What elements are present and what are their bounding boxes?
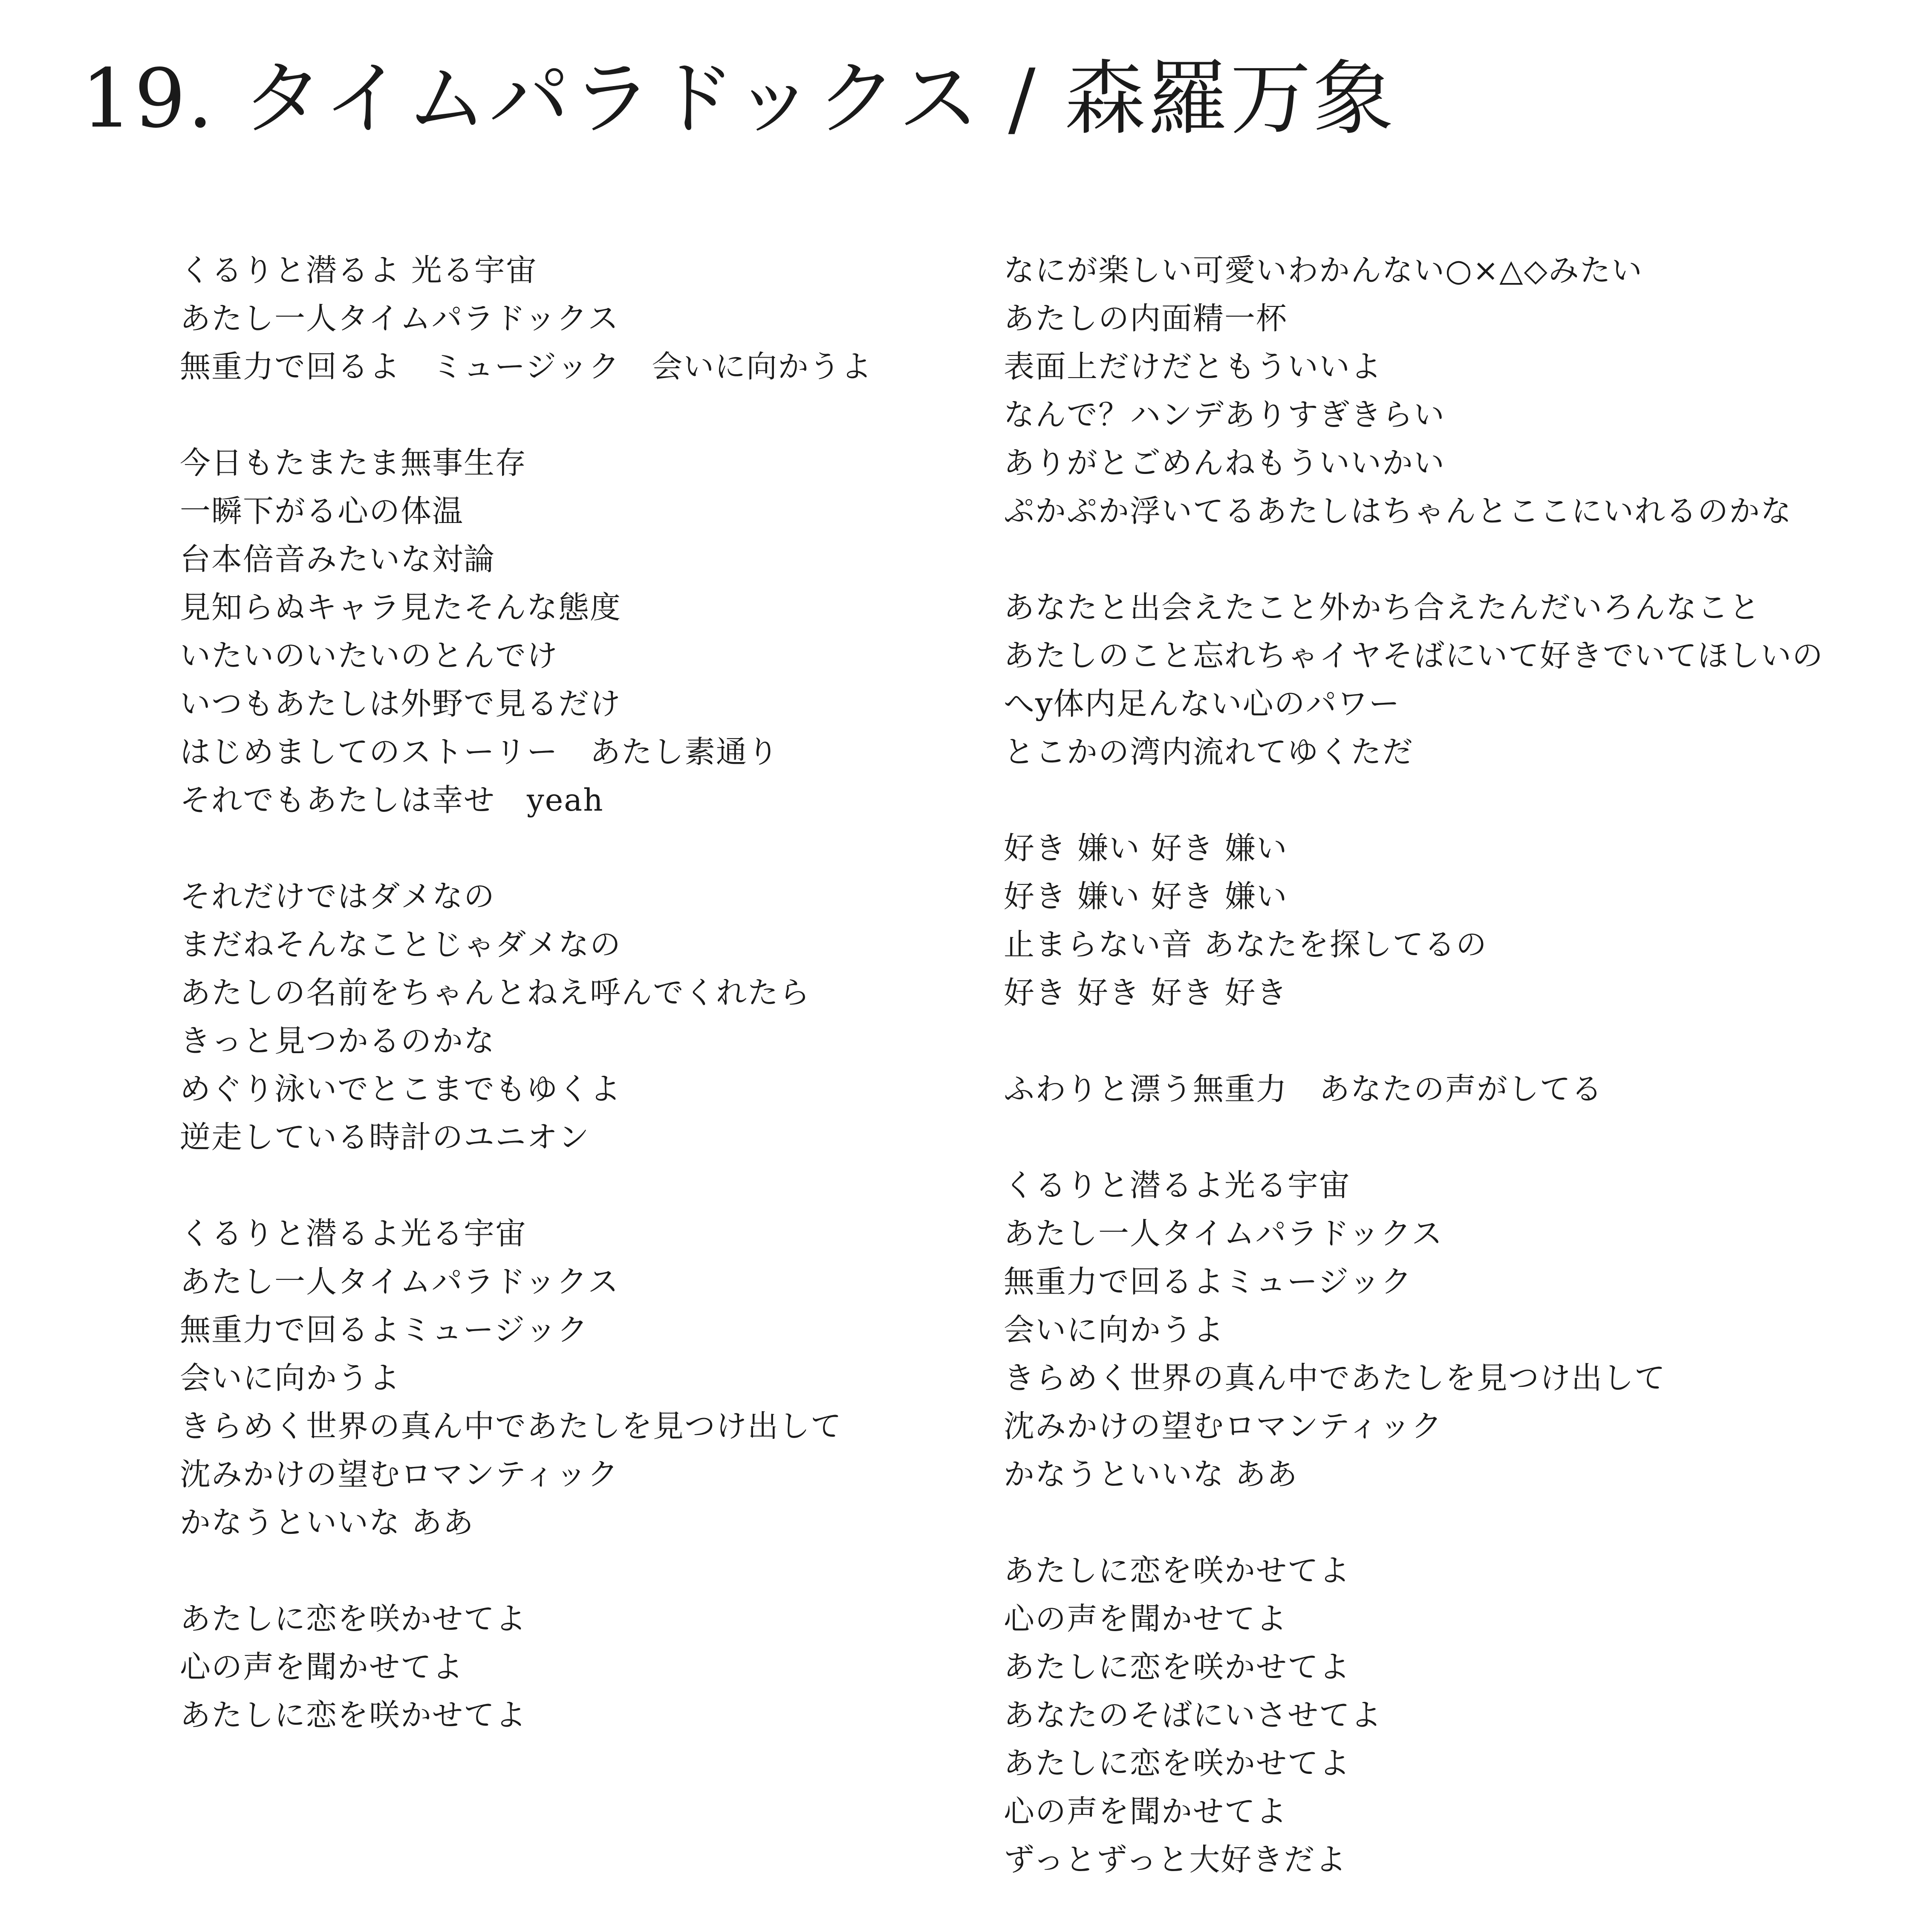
lyric-stanza xyxy=(180,872,872,1161)
lyric-line: かなうといいな ああ xyxy=(1004,1456,1298,1492)
lyric-line: 会いに向かうよ xyxy=(180,1360,401,1396)
lyric-line: あたし一人タイムパラドックス xyxy=(180,300,619,336)
lyric-line: なにが楽しい可愛いわかんない○×△◇みたい xyxy=(1004,252,1643,288)
lyric-line: まだねそんなことじゃダメなの xyxy=(180,927,622,962)
lyric-line: あたしの名前をちゃんとねえ呼んでくれたら xyxy=(180,975,811,1011)
lyric-line: 表面上だけだともういいよ xyxy=(1004,349,1383,384)
lyric-line: きっと見つかるのかな xyxy=(180,1023,496,1059)
lyric-line: 沈みかけの望むロマンティック xyxy=(1004,1408,1443,1444)
lyric-stanza xyxy=(1004,246,1824,535)
lyric-line: かなうといいな ああ xyxy=(180,1505,474,1540)
lyric-line: 好き 嫌い 好き 嫌い xyxy=(1004,878,1288,914)
lyric-line: 台本倍音みたいな対論 xyxy=(180,541,496,577)
lyric-line: それだけではダメなの xyxy=(180,878,496,914)
lyric-line: ぷかぷか浮いてるあたしはちゃんとここにいれるのかな xyxy=(1004,493,1793,529)
lyric-line: いつもあたしは外野で見るだけ xyxy=(180,686,622,722)
lyric-line: 無重力で回るよミュージック xyxy=(180,1312,589,1348)
lyric-line: あたしのこと忘れちゃイヤそばにいて好きでいてほしいの xyxy=(1004,638,1824,673)
lyric-line: それでもあたしは幸せ yeah xyxy=(180,782,604,818)
lyric-line: あなたのそばにいさせてよ xyxy=(1004,1697,1383,1733)
lyric-line: 無重力で回るよ ミュージック 会いに向かうよ xyxy=(180,349,873,384)
lyrics-column-left xyxy=(180,246,872,1788)
lyrics-column-right xyxy=(1004,246,1824,1932)
lyric-line: あたしに恋を咲かせてよ xyxy=(1004,1553,1351,1588)
lyric-line: あたし一人タイムパラドックス xyxy=(180,1264,619,1300)
lyric-line: 無重力で回るよミュージック xyxy=(1004,1264,1413,1300)
lyric-line: あたしに恋を咲かせてよ xyxy=(1004,1745,1351,1781)
lyric-line: くるりと潜るよ光る宇宙 xyxy=(180,1216,527,1251)
lyric-line: 今日もたまたま無事生存 xyxy=(180,445,527,481)
lyric-line: めぐり泳いでとこまでもゆくよ xyxy=(180,1071,622,1107)
lyric-line: あたしに恋を咲かせてよ xyxy=(1004,1649,1351,1685)
lyric-stanza xyxy=(180,1595,872,1739)
lyric-line: あたしに恋を咲かせてよ xyxy=(180,1601,527,1637)
lyric-line: 心の声を聞かせてよ xyxy=(1004,1793,1288,1829)
lyric-line: くるりと潜るよ光る宇宙 xyxy=(1004,1167,1351,1203)
lyric-line: ずっとずっと大好きだよ xyxy=(1004,1842,1347,1877)
lyric-line: 心の声を聞かせてよ xyxy=(180,1649,464,1685)
lyric-stanza xyxy=(1004,1065,1824,1113)
lyric-line: きらめく世界の真ん中であたしを見つけ出して xyxy=(180,1408,843,1444)
lyric-line: ありがとごめんねもういいかい xyxy=(1004,445,1446,481)
lyric-line: 一瞬下がる心の体温 xyxy=(180,493,464,529)
lyric-line: 見知らぬキャラ見たそんな態度 xyxy=(180,589,622,625)
lyric-line: 止まらない音 あなたを探してるの xyxy=(1004,927,1487,962)
lyric-line: くるりと潜るよ 光る宇宙 xyxy=(180,252,537,288)
lyric-line: 会いに向かうよ xyxy=(1004,1312,1225,1348)
lyric-line: いたいのいたいのとんでけ xyxy=(180,638,559,673)
lyric-line: 好き 好き 好き 好き xyxy=(1004,975,1288,1011)
lyric-line: はじめましてのストーリー あたし素通り xyxy=(180,734,779,770)
lyric-line: へy体内足んない心のパワー xyxy=(1004,686,1400,722)
lyric-line: 逆走している時計のユニオン xyxy=(180,1119,590,1155)
lyric-line: なんで？ハンデありすぎきらい xyxy=(1004,397,1446,433)
lyric-line: きらめく世界の真ん中であたしを見つけ出して xyxy=(1004,1360,1666,1396)
page-title: 19. タイムパラドックス / 森羅万象 xyxy=(81,52,1396,146)
lyric-line: とこかの湾内流れてゆくただ xyxy=(1004,734,1414,770)
lyric-stanza xyxy=(1004,1161,1824,1499)
lyric-line: あたしの内面精一杯 xyxy=(1004,300,1288,336)
lyric-line: 心の声を聞かせてよ xyxy=(1004,1601,1288,1637)
lyric-line: ふわりと漂う無重力 あなたの声がしてる xyxy=(1004,1071,1603,1107)
lyric-stanza xyxy=(1004,583,1824,776)
lyric-line: 沈みかけの望むロマンティック xyxy=(180,1456,619,1492)
lyric-stanza xyxy=(180,1210,872,1547)
lyric-stanza xyxy=(180,439,872,824)
lyric-line: あなたと出会えたこと外かち合えたんだいろんなこと xyxy=(1004,589,1761,625)
lyric-stanza xyxy=(180,246,872,391)
lyric-line: あたし一人タイムパラドックス xyxy=(1004,1216,1443,1251)
lyric-stanza xyxy=(1004,824,1824,1017)
lyric-line: あたしに恋を咲かせてよ xyxy=(180,1697,527,1733)
lyric-stanza xyxy=(1004,1547,1824,1884)
lyric-line: 好き 嫌い 好き 嫌い xyxy=(1004,830,1288,866)
